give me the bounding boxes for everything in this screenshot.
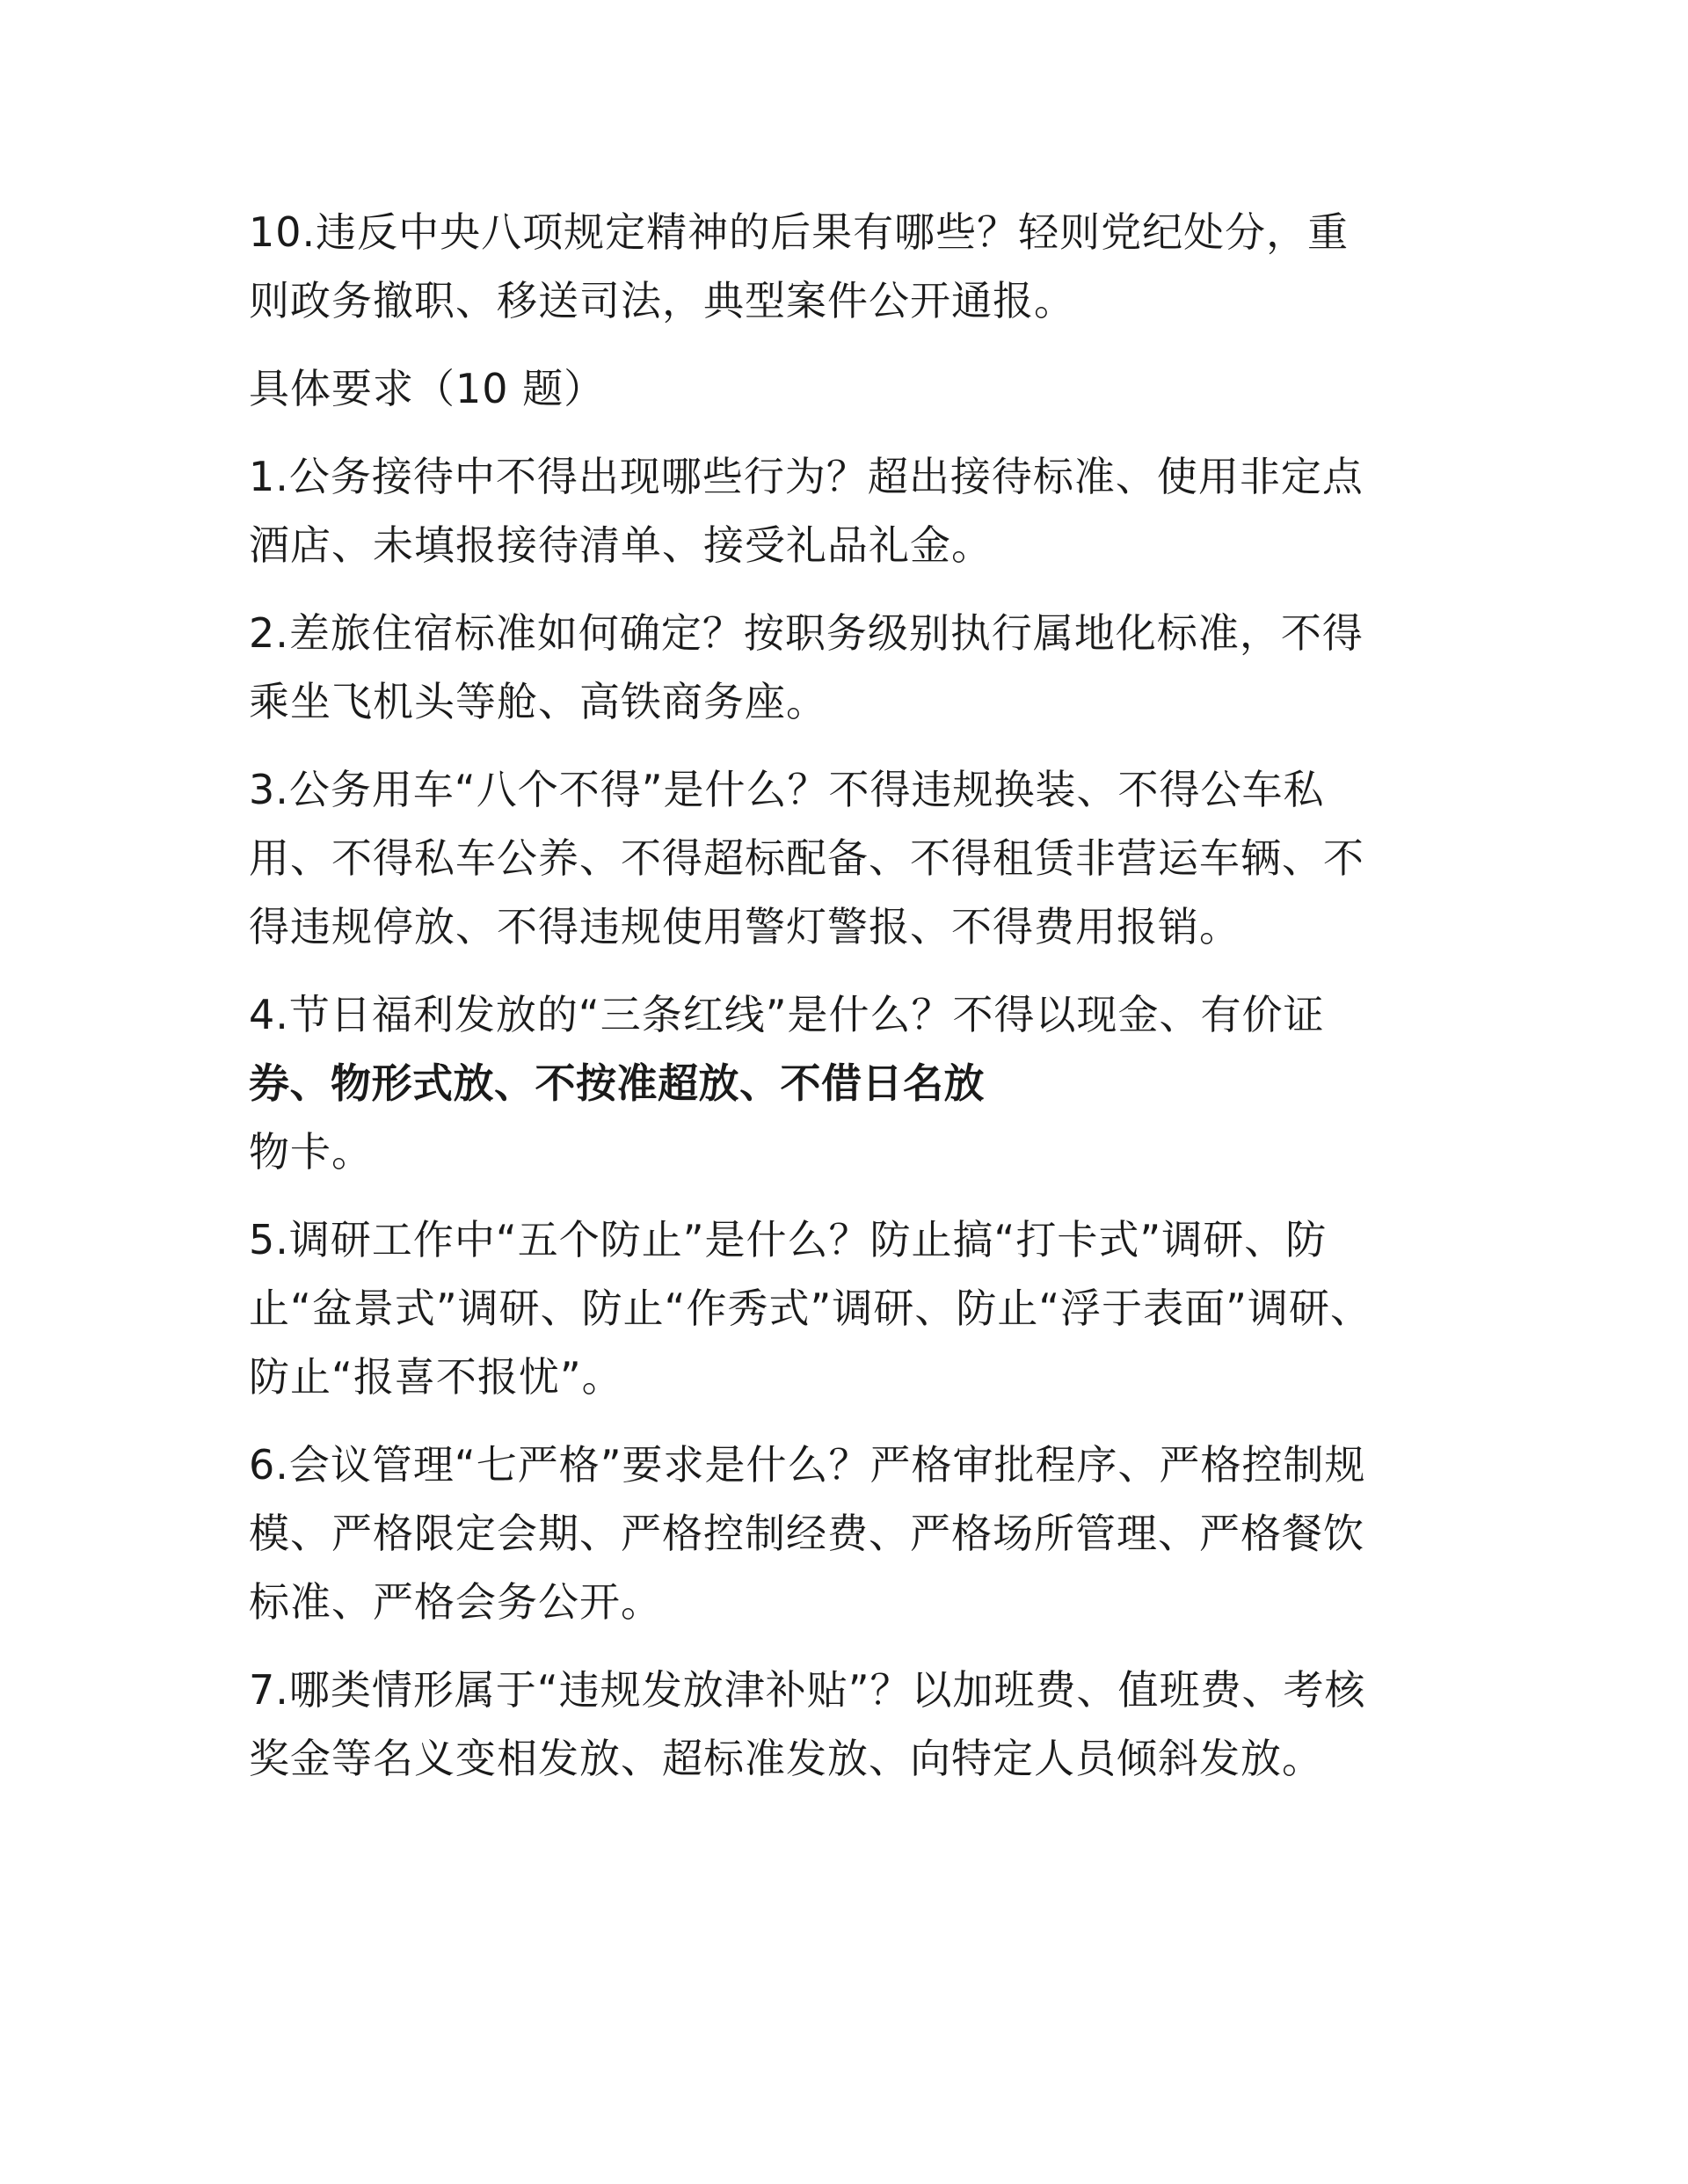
paragraph-item-2 xyxy=(249,599,1444,736)
text-line: 10.违反中央八项规定精神的后果有哪些？轻则党纪处分，重 xyxy=(249,208,1350,256)
text-line: 奖金等名义变相发放、超标准发放、向特定人员倾斜发放。 xyxy=(249,1735,1323,1782)
paragraph-item-5 xyxy=(249,1205,1444,1411)
text-line: 防止“报喜不报忧”。 xyxy=(249,1353,623,1401)
text-line: 1.公务接待中不得出现哪些行为？超出接待标准、使用非定点 xyxy=(249,453,1364,500)
text-line: 止“盆景式”调研、防止“作秀式”调研、防止“浮于表面”调研、 xyxy=(249,1285,1372,1332)
section-heading xyxy=(249,354,1444,423)
paragraph-item-4 xyxy=(249,980,1444,1186)
text-line: 乘坐飞机头等舱、高铁商务座。 xyxy=(249,678,827,725)
text-line: 得违规停放、不得违规使用警灯警报、不得费用报销。 xyxy=(249,903,1241,950)
heading-text: 具体要求（10 题） xyxy=(249,365,606,412)
paragraph-item-7 xyxy=(249,1656,1444,1793)
text-line: 标准、严格会务公开。 xyxy=(249,1578,662,1626)
text-line: 物卡。 xyxy=(249,1128,373,1176)
text-line-bold: 券、物形式放、不按准超放、不借日名放 xyxy=(249,1059,985,1107)
paragraph-item-1 xyxy=(249,442,1444,579)
text-line: 酒店、未填报接待清单、接受礼品礼金。 xyxy=(249,521,993,569)
paragraph-item-3 xyxy=(249,755,1444,961)
text-line: 3.公务用车“八个不得”是什么？不得违规换装、不得公车私 xyxy=(249,766,1325,813)
text-line: 5.调研工作中“五个防止”是什么？防止搞“打卡式”调研、防 xyxy=(249,1216,1328,1263)
text-line: 用、不得私车公养、不得超标配备、不得租赁非营运车辆、不 xyxy=(249,834,1364,882)
document-page xyxy=(249,198,1444,1812)
text-line: 4.节日福利发放的“三条红线”是什么？不得以现金、有价证 xyxy=(249,991,1325,1038)
paragraph-item-6 xyxy=(249,1431,1444,1636)
text-line: 则政务撤职、移送司法，典型案件公开通报。 xyxy=(249,277,1075,324)
text-line: 2.差旅住宿标准如何确定？按职务级别执行属地化标准，不得 xyxy=(249,609,1364,657)
text-line: 7.哪类情形属于“违规发放津补贴”？以加班费、值班费、考核 xyxy=(249,1666,1366,1714)
text-line: 6.会议管理“七严格”要求是什么？严格审批程序、严格控制规 xyxy=(249,1441,1366,1489)
paragraph-item-10 xyxy=(249,198,1444,335)
text-line: 模、严格限定会期、严格控制经费、严格场所管理、严格餐饮 xyxy=(249,1510,1364,1557)
